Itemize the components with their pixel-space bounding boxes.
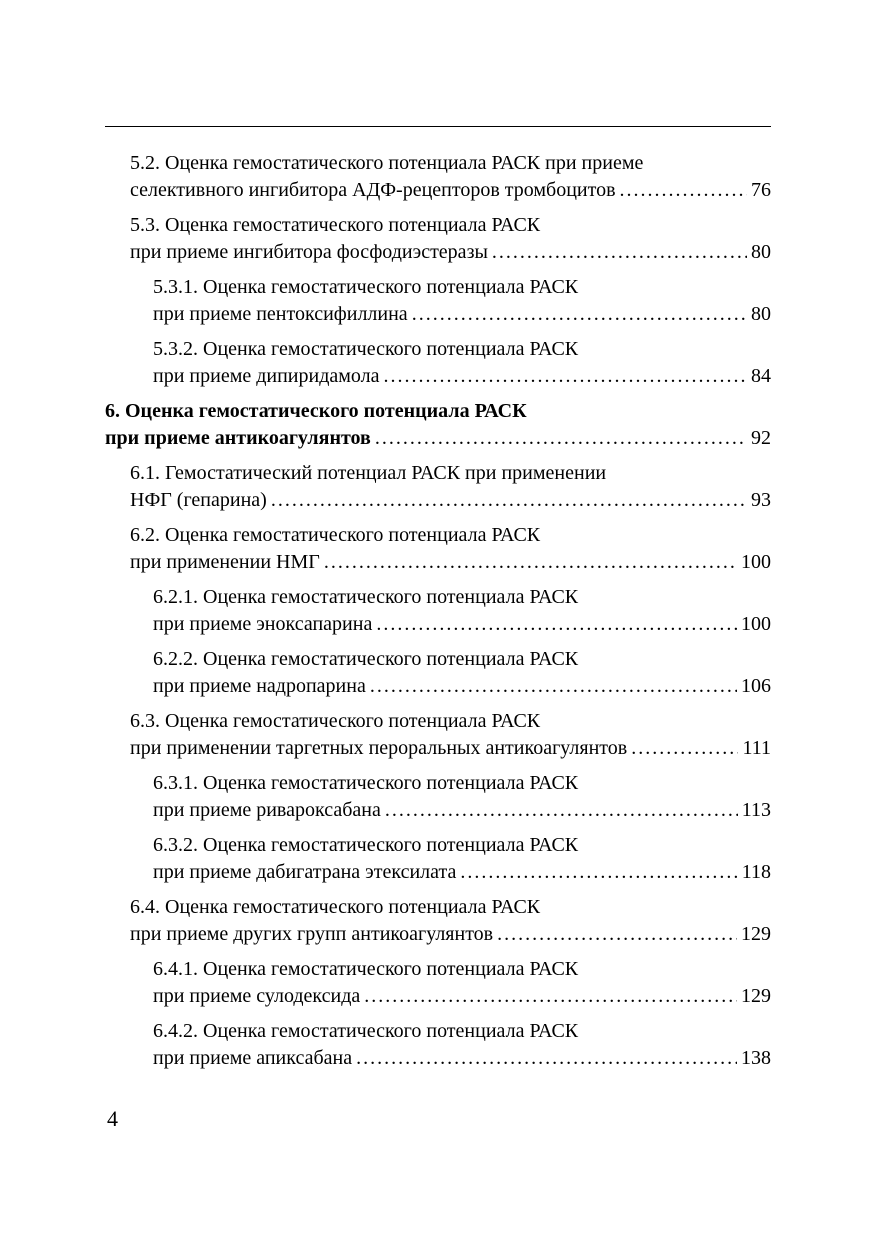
toc-entry-title-cont: при приеме сулодексида [153,985,361,1007]
toc-entry-6-2[interactable] [105,522,771,576]
toc-page-number: 100 [741,551,771,573]
toc-entry-6-3-2[interactable] [105,832,771,886]
toc-entry-title-cont: при приеме ингибитора фосфодиэстеразы [130,241,488,263]
toc-entry-title-cont: при приеме других групп антикоагулянтов [130,923,494,945]
toc-entry-title: 6.4.2. Оценка гемостатического потенциала РАСК [153,1020,579,1042]
toc-entry-title: 6.2.1. Оценка гемостатического потенциала РАСК [153,586,579,608]
dot-leader [384,363,747,390]
toc-entry-title: 6. Оценка гемостатического потенциала РАСК [105,400,527,422]
toc-entry-title: 6.3.2. Оценка гемостатического потенциала РАСК [153,834,579,856]
toc-page-number: 100 [741,613,771,635]
toc-page-number: 93 [751,489,771,511]
toc-entry-title: 6.4. Оценка гемостатического потенциала РАСК [130,896,541,918]
toc-entry-5-3-1[interactable] [105,274,771,328]
toc-entry-title: 5.3. Оценка гемостатического потенциала РАСК [130,214,541,236]
dot-leader [271,487,747,514]
toc-entry-title: 5.2. Оценка гемостатического потенциала РАСК при приеме [130,152,644,174]
toc-page-number: 138 [741,1047,771,1069]
toc-page-number: 129 [741,985,771,1007]
toc-entry-6-3[interactable] [105,708,771,762]
toc-entry-title: 6.2.2. Оценка гемостатического потенциала РАСК [153,648,579,670]
toc-entry-title-cont: при приеме дипиридамола [153,365,380,387]
toc-entry-title-cont: при применении таргетных пероральных антикоагулянтов [130,737,628,759]
toc-page-number: 118 [741,861,771,883]
toc-entry-title-cont: НФГ (гепарина) [130,489,267,511]
dot-leader [375,425,747,452]
toc-page-number: 106 [741,675,771,697]
header-rule [105,126,771,127]
toc-entry-6[interactable] [105,398,771,452]
toc-entry-title-cont: при приеме апиксабана [153,1047,353,1069]
toc-entry-5-3-2[interactable] [105,336,771,390]
toc-entry-6-4[interactable] [105,894,771,948]
toc-page-number: 129 [741,923,771,945]
toc-entry-title: 6.1. Гемостатический потенциал РАСК при применении [130,462,607,484]
toc-entry-5-2[interactable] [105,150,771,204]
dot-leader [497,921,737,948]
dot-leader [356,1045,737,1072]
toc-entry-title: 6.3. Оценка гемостатического потенциала РАСК [130,710,541,732]
toc-entry-6-4-1[interactable] [105,956,771,1010]
toc-entry-5-3[interactable] [105,212,771,266]
toc-entry-title-cont: при приеме ривароксабана [153,799,381,821]
dot-leader [620,177,747,204]
dot-leader [324,549,737,576]
dot-leader [460,859,737,886]
toc-entry-title-cont: при приеме эноксапарина [153,613,373,635]
toc-page-number: 92 [751,427,771,449]
dot-leader [376,611,737,638]
toc-page-number: 113 [741,799,771,821]
dot-leader [385,797,738,824]
toc-page-number: 80 [751,303,771,325]
toc-entry-6-3-1[interactable] [105,770,771,824]
page-number: 4 [107,1106,118,1131]
toc-entry-title-cont: при приеме дабигатрана этексилата [153,861,457,883]
dot-leader [364,983,737,1010]
toc-entry-title: 5.3.2. Оценка гемостатического потенциала РАСК [153,338,579,360]
toc-entry-title-cont: селективного ингибитора АДФ-рецепторов тромбоцитов [130,179,616,201]
toc-entry-6-2-1[interactable] [105,584,771,638]
toc-entry-6-2-2[interactable] [105,646,771,700]
toc-entry-title-cont: при приеме надропарина [153,675,366,697]
dot-leader [412,301,747,328]
dot-leader [370,673,737,700]
toc-entry-6-4-2[interactable] [105,1018,771,1072]
dot-leader [631,735,738,762]
toc-entry-title: 5.3.1. Оценка гемостатического потенциала РАСК [153,276,579,298]
toc-entry-title: 6.3.1. Оценка гемостатического потенциала РАСК [153,772,579,794]
toc-page-number: 84 [751,365,771,387]
toc-entry-title-cont: при приеме пентоксифиллина [153,303,408,325]
toc-entry-title-cont: при применении НМГ [130,551,320,573]
toc-entry-title-cont: при приеме антикоагулянтов [105,427,371,449]
toc-entry-6-1[interactable] [105,460,771,514]
toc-page-number: 80 [751,241,771,263]
toc-page-number: 76 [751,179,771,201]
table-of-contents [105,150,771,1080]
dot-leader [492,239,747,266]
toc-entry-title: 6.4.1. Оценка гемостатического потенциала РАСК [153,958,579,980]
toc-page-number: 111 [742,737,771,759]
toc-entry-title: 6.2. Оценка гемостатического потенциала РАСК [130,524,541,546]
